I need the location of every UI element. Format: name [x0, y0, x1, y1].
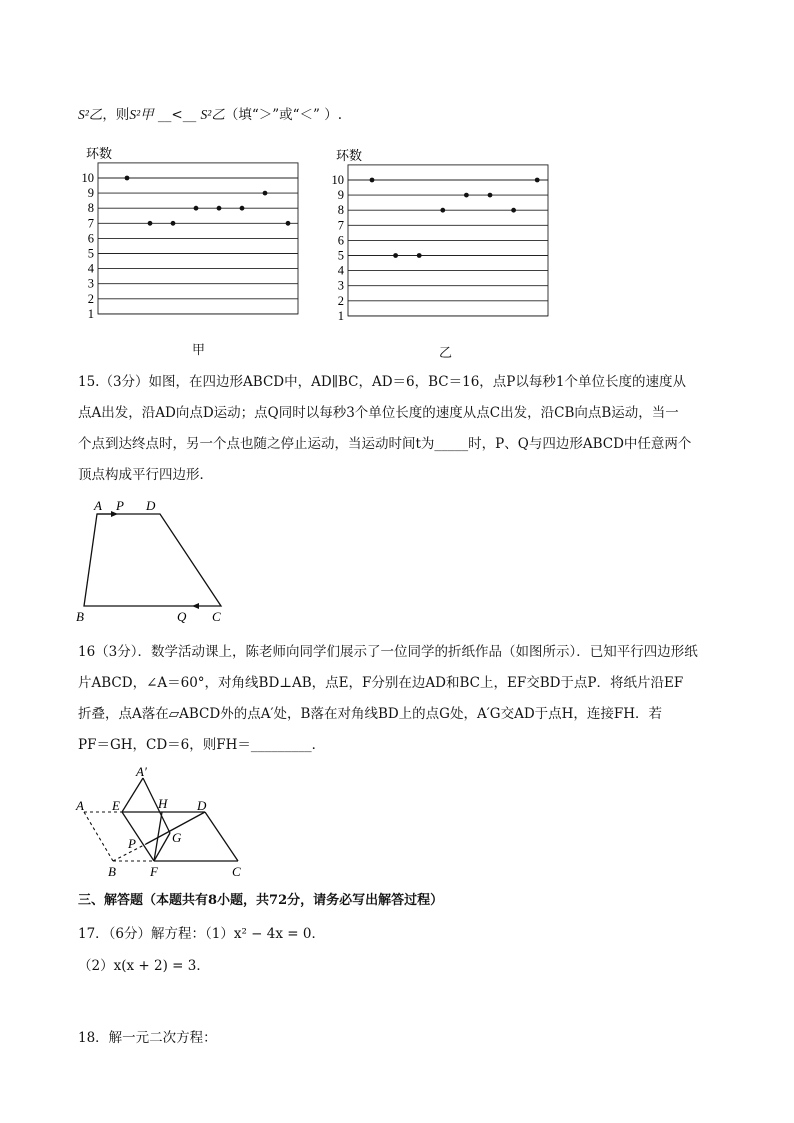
data-point: [370, 178, 375, 183]
data-point: [194, 206, 199, 211]
label-g: G: [172, 830, 182, 845]
data-point: [148, 221, 153, 226]
data-point: [535, 178, 540, 183]
y-tick-label: 9: [337, 188, 344, 203]
q15-line-4: 顶点构成平行四边形．: [78, 467, 213, 483]
label-c: C: [232, 864, 241, 879]
q16-figure: [74, 764, 254, 882]
y-tick-label: 5: [87, 246, 94, 261]
s-yi-symbol: S²乙: [78, 107, 103, 122]
chart-yi-ylabel: 环数: [336, 148, 363, 163]
q18-line: 18．解一元二次方程：: [78, 1030, 217, 1046]
y-tick-label: 6: [87, 231, 94, 246]
q15-figure: [74, 496, 234, 626]
label-c: C: [212, 609, 221, 624]
data-point: [488, 193, 493, 198]
label-p: P: [128, 836, 136, 851]
data-point: [171, 221, 176, 226]
label-e: E: [112, 798, 120, 813]
label-p: P: [116, 498, 124, 513]
section-3-heading: 三、解答题（本题共有8小题，共72分，请务必写出解答过程）: [78, 893, 444, 908]
y-tick-label: 1: [337, 308, 344, 323]
answer-blank: __<__: [157, 107, 197, 123]
y-tick-label: 7: [337, 218, 344, 233]
edge-ea2: [122, 778, 143, 812]
y-tick-label: 1: [87, 306, 94, 321]
data-point: [286, 221, 291, 226]
data-point: [263, 191, 268, 196]
label-b: B: [76, 609, 84, 624]
y-tick-label: 8: [337, 203, 344, 218]
label-h: H: [158, 796, 168, 811]
y-tick-label: 4: [337, 263, 344, 278]
q17-line-1: 17．（6分）解方程：（1）x² − 4x = 0．: [78, 926, 325, 942]
y-tick-label: 3: [87, 276, 94, 291]
y-tick-label: 10: [81, 171, 94, 185]
chart-jia-ylabel: 环数: [86, 146, 113, 161]
q16-line-3: 折叠，点A落在▱ABCD外的点A′处，B落在对角线BD上的点G处，A′G交AD于点H，连接FH．若: [78, 706, 663, 722]
y-tick-label: 8: [87, 201, 94, 216]
data-point: [511, 208, 516, 213]
fill-instruction: （填“＞”或“＜” ）.: [224, 107, 343, 123]
trapezoid-abcd: [84, 514, 221, 606]
arrowhead-q: [192, 603, 199, 609]
q16-line-1: 16（3分）．数学活动课上，陈老师向同学们展示了一位同学的折纸作品（如图所示）．已知平行四边形纸: [78, 644, 698, 660]
q15-line-3: 个点到达终点时，另一个点也随之停止运动，当运动时间t为_____时，P、Q与四边形ABCD中任意两个: [78, 436, 692, 452]
y-tick-label: 2: [337, 293, 344, 308]
label-a-prime: A′: [136, 764, 147, 779]
label-b: B: [108, 864, 116, 879]
q15-line-2: 点A出发，沿AD向点D运动；点Q同时以每秒3个单位长度的速度从点C出发，沿CB向点B运动，当一: [78, 405, 679, 421]
fold-ef: [122, 812, 154, 861]
label-d: D: [146, 498, 156, 513]
s-yi-symbol-2: S²乙: [200, 107, 225, 122]
label-a: A: [94, 498, 102, 513]
y-tick-label: 7: [87, 216, 94, 231]
label-a: A: [76, 798, 84, 813]
q15-line-1: 15.（3分）如图，在四边形ABCD中，AD∥BC，AD＝6，BC＝16，点P以每秒1个单位长度的速度从: [78, 374, 686, 390]
y-tick-label: 10: [331, 173, 344, 187]
data-point: [440, 208, 445, 213]
label-q: Q: [177, 609, 187, 624]
y-tick-label: 9: [87, 186, 94, 201]
chart-yi-xlabel: 乙: [439, 346, 453, 361]
y-tick-label: 5: [337, 248, 344, 263]
chart-yi: [326, 142, 556, 332]
y-tick-label: 3: [337, 278, 344, 293]
data-point: [417, 253, 422, 258]
data-point: [464, 193, 469, 198]
chart-jia-xlabel: 甲: [192, 343, 206, 358]
data-point: [240, 206, 245, 211]
data-point: [217, 206, 222, 211]
y-tick-label: 2: [87, 291, 94, 306]
data-point: [125, 176, 130, 181]
y-tick-label: 4: [87, 261, 94, 276]
data-point: [393, 253, 398, 258]
q16-line-4: PF＝GH，CD＝6，则FH＝_________．: [78, 737, 326, 753]
y-tick-label: 6: [337, 233, 344, 248]
chart-jia: [76, 140, 306, 360]
label-d: D: [197, 798, 207, 813]
edge-ab-dashed: [84, 812, 113, 861]
top-line: [78, 106, 342, 124]
q17-line-2: （2）x(x + 2) = 3．: [78, 958, 210, 974]
s-jia-symbol: S²甲: [129, 107, 154, 122]
then-text: ，则: [102, 107, 130, 123]
q16-line-2: 片ABCD，∠A＝60°，对角线BD⊥AB，点E，F分别在边AD和BC上，EF交BD于点P．将纸片沿EF: [78, 675, 684, 691]
label-f: F: [150, 864, 158, 879]
edge-dc: [205, 812, 238, 861]
